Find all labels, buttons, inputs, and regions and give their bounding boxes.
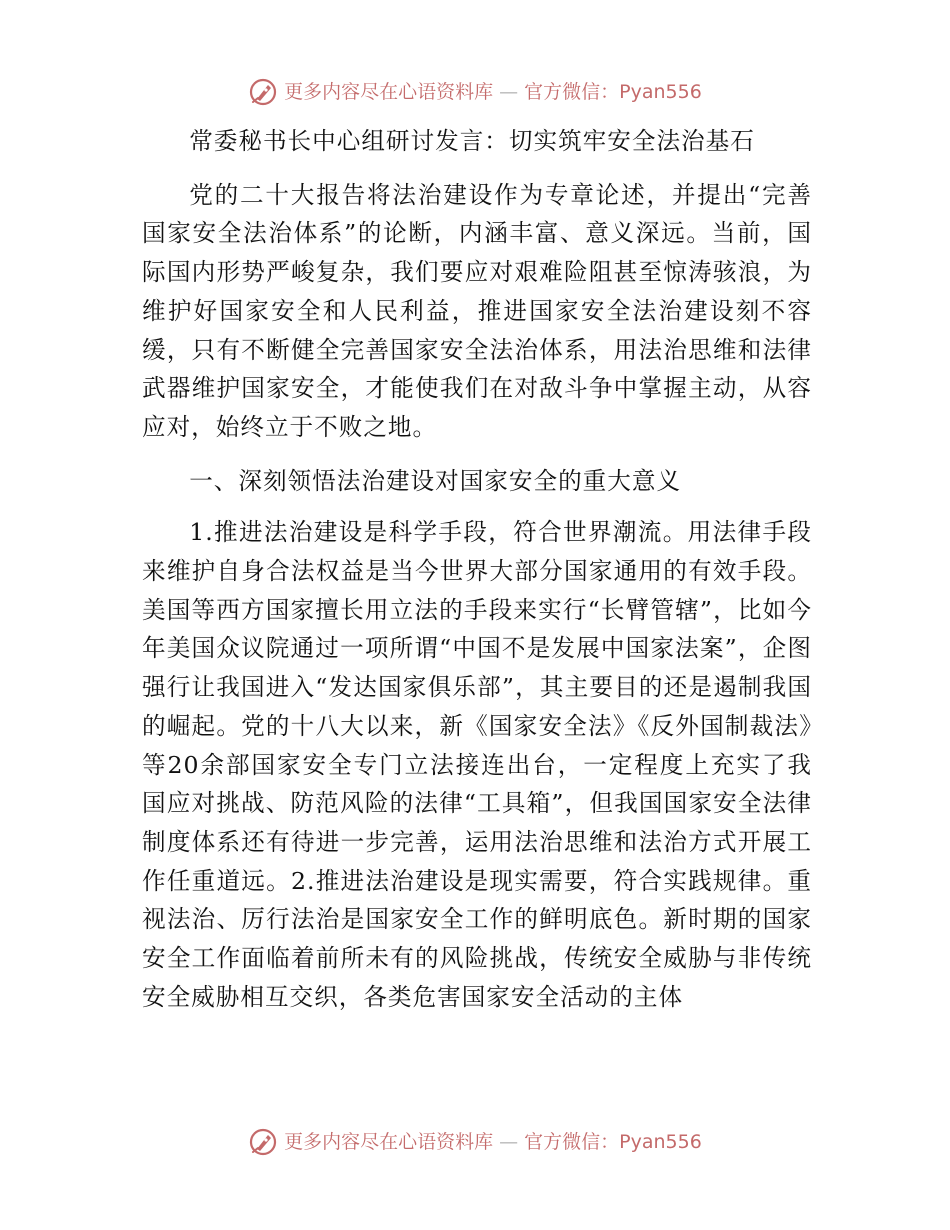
watermark-text: 更多内容尽在心语资料库 [284,81,494,103]
section-heading: 一、深刻领悟法治建设对国家安全的重大意义 [189,466,682,495]
watermark-wechat: 官方微信：Pyan556 [524,81,702,103]
watermark-separator: — [499,81,519,103]
body-paragraph: 1.推进法治建设是科学手段，符合世界潮流。用法律手段来维护自身合法权益是当今世界大部分国家通用的有效手段。美国等西方国家擅长用立法的手段来实行“长臂管辖”，比如今年美国众议院通过一项所谓“中国不是发展中国家法案”，企图强行让我国进入“发达国家俱乐部”，其主要目的还是遏制我国的崛起。党的十八大以来，新《国家安全法》《反外国制裁法》等20余部国家安全专门立法接连出台，一定程度上充实了我国应对挑战、防范风险的法律“工具箱”，但我国国家安全法律制度体系还有待进一步完善，运用法治思维和法治方式开展工作任重道远。2.推进法治建设是现实需要，符合实践规律。重视法治、厉行法治是国家安全工作的鲜明底色。新时期的国家安全工作面临着前所未有的风险挑战，传统安全威胁与非传统安全威胁相互交织，各类危害国家安全活动的主体 [142,518,812,1011]
pen-nib-logo-icon [248,77,278,107]
page-title: 常委秘书长中心组研讨发言：切实筑牢安全法治基石 [189,127,755,155]
watermark-wechat: 官方微信：Pyan556 [524,1131,702,1153]
header-watermark [0,77,950,114]
pen-nib-logo-icon [248,1127,278,1157]
document-body [142,122,812,1016]
watermark-text: 更多内容尽在心语资料库 [284,1131,494,1153]
footer-watermark [0,1127,950,1164]
intro-paragraph: 党的二十大报告将法治建设作为专章论述，并提出“完善国家安全法治体系”的论断，内涵丰富、意义深远。当前，国际国内形势严峻复杂，我们要应对艰难险阻甚至惊涛骇浪，为维护好国家安全和人民利益，推进国家安全法治建设刻不容缓，只有不断健全完善国家安全法治体系，用法治思维和法律武器维护国家安全，才能使我们在对敌斗争中掌握主动，从容应对，始终立于不败之地。 [142,180,812,441]
watermark-separator: — [499,1131,519,1153]
